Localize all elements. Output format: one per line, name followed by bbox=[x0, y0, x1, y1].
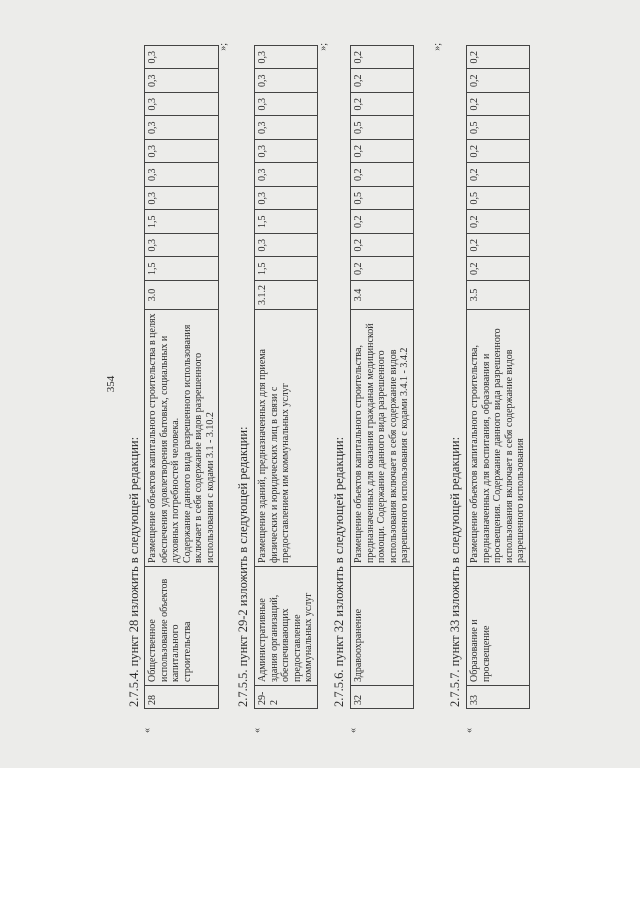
value-cell: 0,2 bbox=[351, 234, 414, 258]
value-cell: 0,2 bbox=[467, 257, 530, 281]
table-29-2 bbox=[254, 45, 318, 709]
row-description bbox=[467, 310, 530, 567]
quote-close-28: »; bbox=[218, 43, 229, 51]
page-number: 354 bbox=[105, 375, 117, 393]
table-28 bbox=[144, 45, 219, 709]
quote-close-29-2: »; bbox=[318, 43, 329, 51]
quote-close-32: »; bbox=[432, 43, 443, 51]
row-name: Административные здания организаций, обеспечивающих предоставление коммунальных услуг bbox=[255, 567, 318, 686]
row-description bbox=[351, 310, 414, 567]
quote-open-33: « bbox=[464, 728, 475, 733]
row-number: 29-2 bbox=[255, 686, 318, 709]
value-cell: 0,2 bbox=[351, 69, 414, 93]
value-cell: 0,2 bbox=[351, 163, 414, 187]
value-cell: 1,5 bbox=[145, 210, 219, 234]
value-cell: 1,5 bbox=[145, 257, 219, 281]
row-description bbox=[255, 310, 318, 567]
description-line: Размещение объектов капитального строительства, предназначенных для воспитания, образования и просвещения. Содержание данного вида разрешенного использования включает в себя содержание видов разрешенного использования bbox=[469, 328, 526, 563]
value-cell: 0,2 bbox=[467, 93, 530, 117]
row-code: 3.1.2 bbox=[255, 281, 318, 310]
quote-open-32: « bbox=[348, 728, 359, 733]
table-row bbox=[255, 46, 318, 709]
section-heading-29-2: 2.7.5.5. пункт 29-2 изложить в следующей редакции: bbox=[236, 426, 250, 707]
value-cell: 0,3 bbox=[255, 69, 318, 93]
row-name: Образование и просвещение bbox=[467, 567, 530, 686]
row-number: 32 bbox=[351, 686, 414, 709]
row-name: Общественное использование объектов капитального строительства bbox=[145, 567, 219, 686]
value-cell: 1,5 bbox=[255, 257, 318, 281]
value-cell: 0,5 bbox=[467, 116, 530, 140]
value-cell: 0,2 bbox=[467, 140, 530, 164]
value-cell: 0,3 bbox=[145, 140, 219, 164]
value-cell: 0,2 bbox=[351, 257, 414, 281]
value-cell: 0,5 bbox=[467, 187, 530, 211]
blank-margin bbox=[0, 768, 640, 905]
value-cell: 0,3 bbox=[255, 93, 318, 117]
description-line: Размещение объектов капитального строительства, предназначенных для оказания гражданам медицинской помощи. Содержание данного вида разрешенного использования включает в себя содержание видов разрешенного использования с кодами 3.4.1 - 3.4.2 bbox=[353, 323, 410, 563]
row-number: 28 bbox=[145, 686, 219, 709]
value-cell: 0,2 bbox=[351, 46, 414, 70]
value-cell: 0,2 bbox=[351, 93, 414, 117]
value-cell: 0,2 bbox=[351, 140, 414, 164]
rotated-document-page bbox=[96, 23, 546, 745]
value-cell: 0,5 bbox=[351, 116, 414, 140]
row-name: Здравоохранение bbox=[351, 567, 414, 686]
value-cell: 0,3 bbox=[145, 46, 219, 70]
table-row bbox=[467, 46, 530, 709]
value-cell: 0,2 bbox=[467, 163, 530, 187]
value-cell: 0,3 bbox=[145, 93, 219, 117]
value-cell: 0,3 bbox=[255, 163, 318, 187]
value-cell: 0,3 bbox=[145, 187, 219, 211]
section-heading-28: 2.7.5.4. пункт 28 изложить в следующей редакции: bbox=[127, 436, 141, 707]
value-cell: 0,5 bbox=[351, 187, 414, 211]
value-cell: 0,2 bbox=[467, 69, 530, 93]
description-line: Размещение объектов капитального строительства в целях обеспечения удовлетворения бытовых, социальных и духовных потребностей человека. bbox=[147, 313, 181, 563]
row-code: 3.5 bbox=[467, 281, 530, 310]
row-code: 3.4 bbox=[351, 281, 414, 310]
value-cell: 0,3 bbox=[255, 187, 318, 211]
row-code: 3.0 bbox=[145, 281, 219, 310]
value-cell: 0,3 bbox=[255, 116, 318, 140]
table-row bbox=[351, 46, 414, 709]
quote-open-28: « bbox=[142, 728, 153, 733]
value-cell: 0,3 bbox=[255, 46, 318, 70]
value-cell: 0,3 bbox=[145, 234, 219, 258]
description-line: Размещение зданий, предназначенных для приема физических и юридических лиц в связи с предоставлением им коммунальных услуг bbox=[257, 349, 291, 563]
value-cell: 0,2 bbox=[467, 46, 530, 70]
value-cell: 0,3 bbox=[255, 140, 318, 164]
row-number: 33 bbox=[467, 686, 530, 709]
quote-open-29-2: « bbox=[252, 728, 263, 733]
table-row bbox=[145, 46, 219, 709]
section-heading-33: 2.7.5.7. пункт 33 изложить в следующей редакции: bbox=[448, 436, 462, 707]
value-cell: 0,2 bbox=[351, 210, 414, 234]
value-cell: 0,2 bbox=[467, 234, 530, 258]
value-cell: 0,3 bbox=[145, 69, 219, 93]
table-32 bbox=[350, 45, 414, 709]
value-cell: 0,3 bbox=[145, 163, 219, 187]
description-line: Содержание данного вида разрешенного использования включает в себя содержание видов разрешенного использования с кодами 3.1 - 3.10.2 bbox=[181, 324, 216, 563]
section-heading-32: 2.7.5.6. пункт 32 изложить в следующей редакции: bbox=[332, 436, 346, 707]
value-cell: 0,2 bbox=[467, 210, 530, 234]
value-cell: 0,3 bbox=[145, 116, 219, 140]
table-33 bbox=[466, 45, 530, 709]
value-cell: 0,3 bbox=[255, 234, 318, 258]
row-description bbox=[145, 310, 219, 567]
value-cell: 1,5 bbox=[255, 210, 318, 234]
